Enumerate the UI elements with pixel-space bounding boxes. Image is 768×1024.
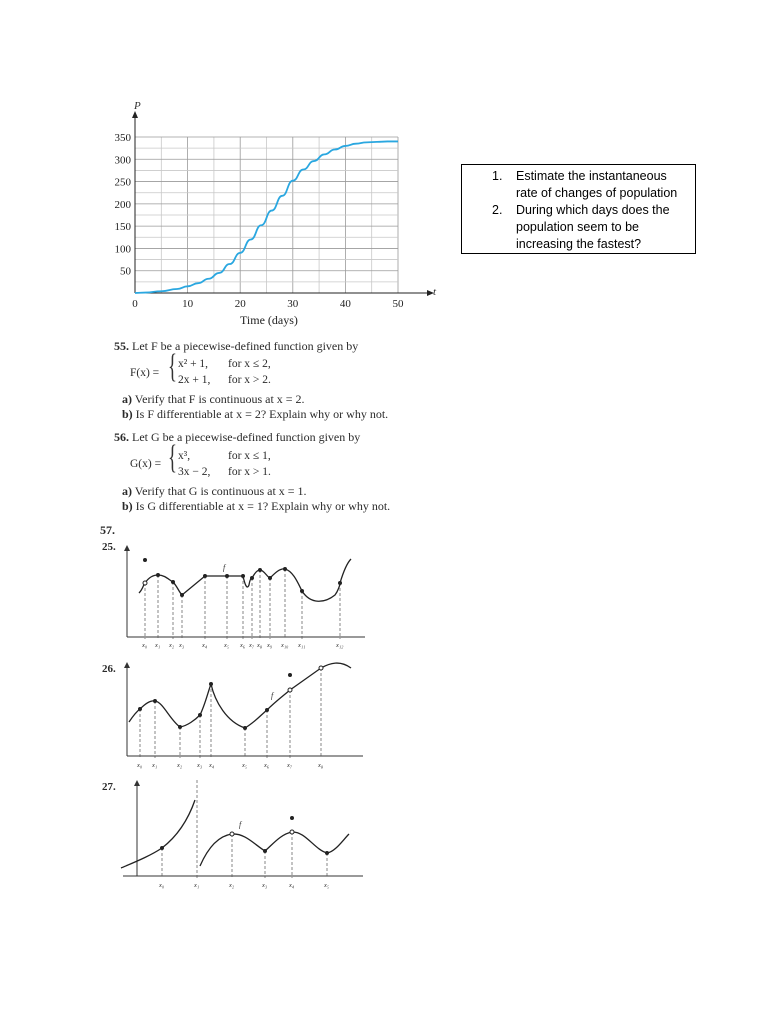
- chart-tick-labels: [115, 132, 405, 310]
- svg-text:x₄: x₄: [289, 882, 295, 889]
- question-text: During which days does the population seem to be increasing the fastest?: [516, 203, 670, 251]
- problem-56-part-b: b) Is G differentiable at x = 1? Explain why or why not.: [122, 499, 391, 513]
- piecewise-function-name: F(x) =: [130, 367, 160, 379]
- svg-text:x₃: x₃: [197, 762, 203, 769]
- y-tick-label: 50: [120, 265, 131, 278]
- svg-text:x₀: x₀: [159, 882, 165, 889]
- y-axis-label: P: [134, 100, 141, 112]
- problem-56-intro: 56. Let G be a piecewise-defined function given by: [114, 430, 361, 444]
- brace-icon: {: [168, 348, 177, 385]
- svg-text:x₀: x₀: [137, 762, 143, 769]
- graph-27-label: 27.: [102, 781, 116, 793]
- svg-text:x₁: x₁: [152, 762, 158, 769]
- problem-55-part-a: a) Verify that F is continuous at x = 2.: [122, 392, 305, 406]
- question-number: 1.: [492, 169, 503, 183]
- y-tick-label: 100: [114, 243, 131, 256]
- svg-text:x₁₀: x₁₀: [281, 642, 289, 649]
- graph-25-label: 25.: [102, 541, 116, 553]
- x-tick-label: 0: [132, 298, 138, 310]
- piecewise-case-1: x² + 1, for x ≤ 2,: [178, 358, 271, 370]
- svg-text:x₈: x₈: [257, 642, 263, 649]
- piecewise-case-2: 2x + 1, for x > 2.: [178, 374, 271, 386]
- svg-text:x₂: x₂: [169, 642, 175, 649]
- x-axis-label: Time (days): [240, 313, 298, 327]
- question-number: 2.: [492, 203, 503, 217]
- piecewise-function-name: G(x) =: [130, 458, 162, 470]
- svg-text:x₁₂: x₁₂: [336, 642, 344, 649]
- function-label: f: [239, 820, 242, 829]
- graph-26-tick-labels: [136, 762, 323, 769]
- problem-55-part-b: b) Is F differentiable at x = 2? Explain why or why not.: [122, 407, 389, 421]
- graph-26-label: 26.: [102, 663, 116, 675]
- x-tick-label: 40: [339, 298, 351, 310]
- svg-text:x₅: x₅: [324, 882, 330, 889]
- y-axis-arrow-icon: [132, 111, 138, 118]
- svg-text:x₇: x₇: [287, 762, 293, 769]
- svg-text:x₁: x₁: [155, 642, 161, 649]
- y-tick-label: 350: [114, 132, 131, 144]
- question-text: Estimate the instantaneous rate of changes of population: [516, 169, 678, 200]
- graph-26: [115, 660, 380, 772]
- svg-text:x₄: x₄: [202, 642, 208, 649]
- x-tick-label: 30: [287, 298, 299, 310]
- graph-25-tick-labels: [141, 642, 344, 649]
- problem-number: 56.: [114, 430, 129, 444]
- problem-56-part-a: a) Verify that G is continuous at x = 1.: [122, 484, 307, 498]
- svg-text:x₉: x₉: [267, 642, 273, 649]
- population-chart: [100, 95, 445, 335]
- problem-57-number: 57.: [100, 523, 115, 537]
- svg-text:x₅: x₅: [224, 642, 230, 649]
- x-tick-label: 50: [392, 298, 404, 310]
- brace-icon: {: [168, 439, 177, 476]
- graph-27-tick-labels: [158, 882, 329, 889]
- svg-text:x₆: x₆: [240, 642, 246, 649]
- problem-55-intro: 55. Let F be a piecewise-defined function given by: [114, 339, 359, 353]
- piecewise-case-1: x³, for x ≤ 1,: [178, 450, 271, 462]
- problem-number: 55.: [114, 339, 129, 353]
- piecewise-case-2: 3x − 2, for x > 1.: [178, 466, 271, 478]
- x-axis-letter: t: [433, 286, 437, 298]
- graph-25: [115, 545, 380, 653]
- svg-text:x₀: x₀: [142, 642, 148, 649]
- svg-text:x₁₁: x₁₁: [298, 642, 306, 649]
- y-tick-label: 300: [114, 154, 131, 167]
- svg-text:x₁: x₁: [194, 882, 200, 889]
- svg-text:x₂: x₂: [229, 882, 235, 889]
- svg-text:x₃: x₃: [179, 642, 185, 649]
- function-label: f: [271, 691, 274, 700]
- svg-text:x₄: x₄: [209, 762, 215, 769]
- svg-text:x₂: x₂: [177, 762, 183, 769]
- svg-text:x₅: x₅: [242, 762, 248, 769]
- y-tick-label: 150: [114, 221, 131, 234]
- y-tick-label: 250: [114, 176, 131, 189]
- x-tick-label: 10: [182, 298, 194, 310]
- svg-text:x₃: x₃: [262, 882, 268, 889]
- svg-text:x₈: x₈: [318, 762, 324, 769]
- y-tick-label: 200: [114, 198, 131, 211]
- x-tick-label: 20: [234, 298, 246, 310]
- questions-box: [461, 164, 696, 254]
- function-label: f: [223, 563, 226, 572]
- graph-27: [115, 778, 380, 896]
- svg-text:x₆: x₆: [264, 762, 270, 769]
- svg-text:x₇: x₇: [249, 642, 255, 649]
- chart-grid: [135, 137, 398, 293]
